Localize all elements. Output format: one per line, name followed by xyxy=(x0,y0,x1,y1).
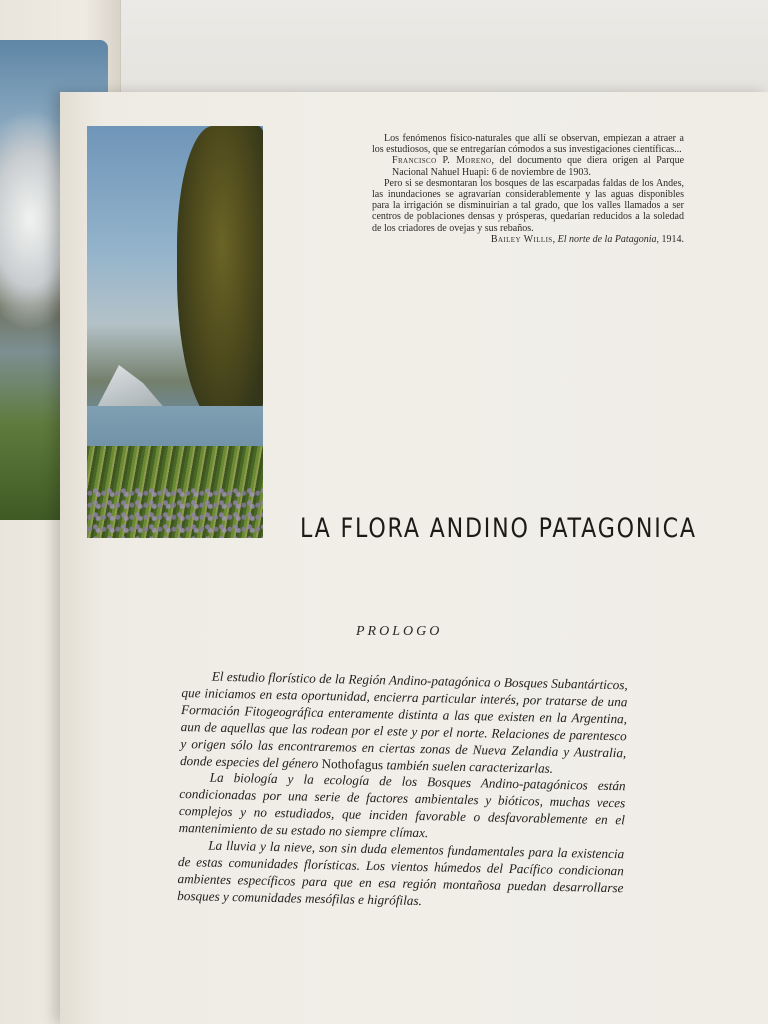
landscape-photo xyxy=(87,126,263,538)
epigraph-author-2: Bailey Willis xyxy=(490,233,553,245)
section-heading: PROLOGO xyxy=(356,624,443,639)
body-paragraph-1-text-b: también suelen caracterizarlas. xyxy=(383,756,554,776)
epigraph-author-1: Francisco P. Moreno xyxy=(392,155,492,167)
chapter-title: LA FLORA ANDINO PATAGONICA xyxy=(300,513,697,544)
flowers-shape xyxy=(87,486,263,538)
epigraph-source-1: , del documento que diera origen al Parque Nacional Nahuel Huapi: 6 de noviembre de 1903. xyxy=(392,155,685,178)
epigraph-quote-1: Los fenómenos físico-naturales que allí se observan, empiezan a atraer a los estudiosos, que se entregarían cómodos a sus investigaciones científicas... xyxy=(372,133,684,156)
genus-name: Nothofagus xyxy=(321,755,384,772)
prologue-body xyxy=(177,668,628,914)
epigraph-citation-2: Bailey Willis, El norte de la Patagonia, 1914. xyxy=(490,233,684,245)
body-paragraph-3: La lluvia y la nieve, son sin duda elementos fundamentales para la existencia de estas comunidades florísticas. Los vientos húmedos del Pacífico condicionan ambientes específicos para que en esa región montañosa puedan desarrollarse bosques y comunidades mesófilas e higrófilas. xyxy=(177,837,625,908)
epigraph-citation-1 xyxy=(392,155,684,177)
epigraph-quote-2: Pero si se desmontaran los bosques de las escarpadas faldas de los Andes, las inundaciones se agravarían considerablemente y las aguas disponibles para la irrigación se disminuirían a tal grado, que los valles llamados a ser centros de poblaciones densas y prósperas, quedarían reducidos a la soledad de los criadores de ovejas y sus rebaños. xyxy=(372,177,684,234)
tree-shape xyxy=(177,126,263,426)
body-paragraph-2: La biología y la ecología de los Bosques Andino-patagónicos están condicionadas por una serie de factores ambientales y bióticos, muchas veces complejos y no estudiados, que inciden favorable o desfavorablemente en el mantenimiento de su estado no siempre clímax. xyxy=(178,770,626,841)
epigraph xyxy=(372,133,684,245)
body-paragraph-1-text-a: El estudio florístico de la Región Andino-patagónica o Bosques Subantárticos, que iniciamos en esta oportunidad, encierra particular interés, por tratarse de una Formación Fitogeográfica enteramente distinta a las que existen en la Argentina, aun de aquellas que las rodean por el este y por el norte. Relaciones de parentesco y origen sólo las encontraremos en ciertas zonas de Nueva Zelandia y Australia, donde especies del género xyxy=(179,668,628,771)
body-paragraph-1 xyxy=(180,668,628,779)
epigraph-work-2: El norte de la Patagonia xyxy=(557,233,657,245)
epigraph-year-2: , 1914. xyxy=(656,233,684,245)
